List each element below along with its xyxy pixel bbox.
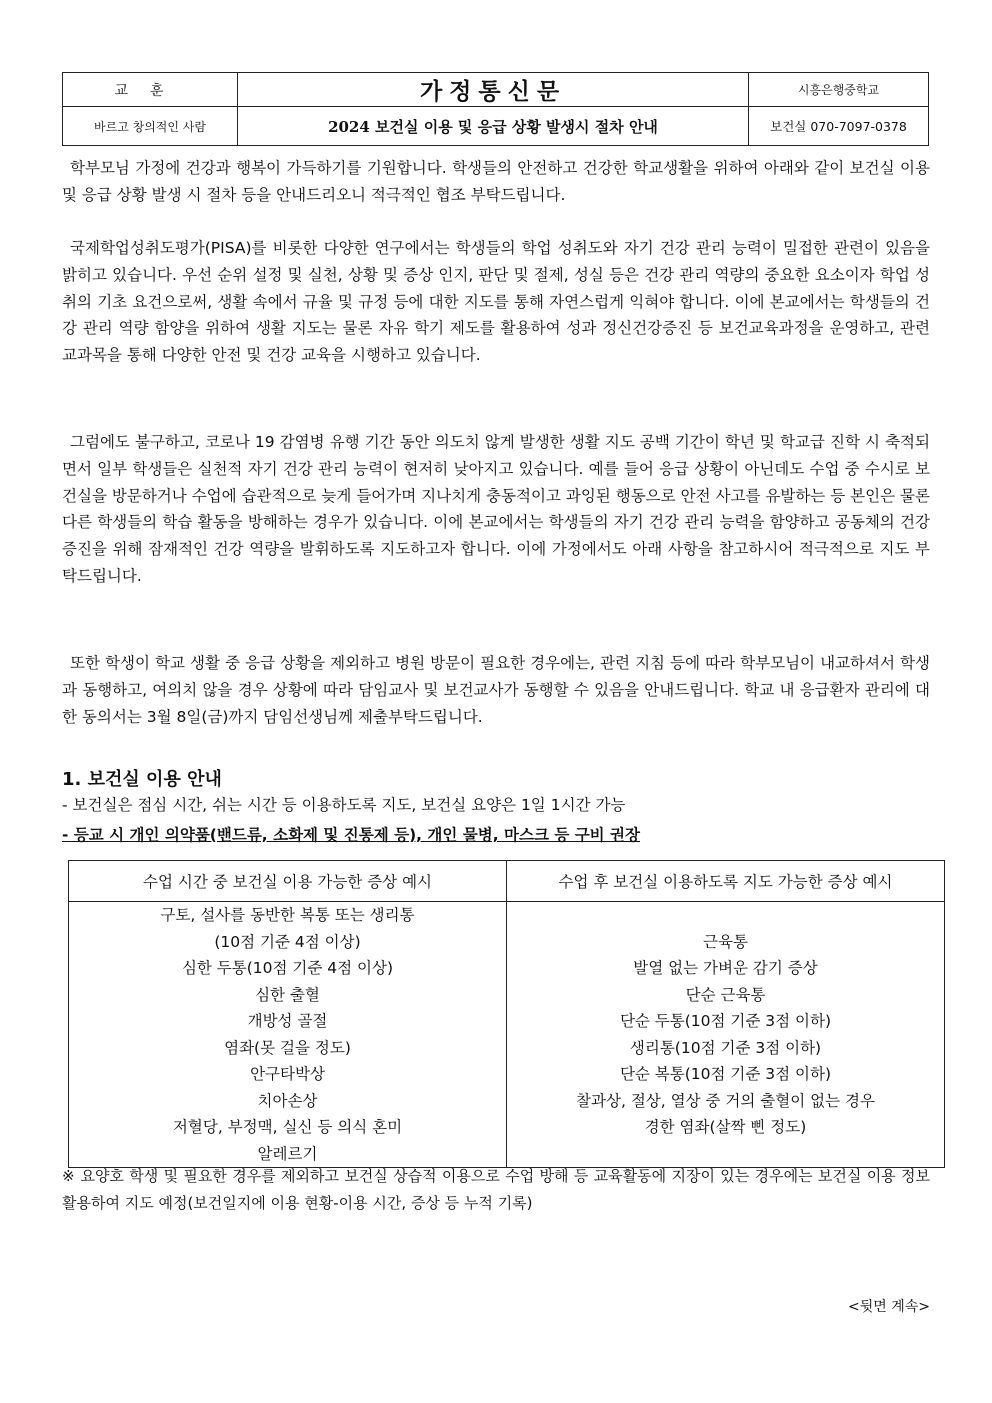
list-item: 단순 근육통 — [685, 985, 766, 1004]
list-item: 발열 없는 가벼운 감기 증상 — [633, 959, 818, 977]
covid-paragraph: 그럼에도 불구하고, 코로나 19 감염병 유행 기간 동안 의도치 않게 발생한 생활 지도 공백 기간이 학년 및 학교급 진학 시 축적되면서 일부 학생들은 실천적 자기 건강 관리 능력이 현저히 낮아지고 있습니다. 예를 들어 응급 상황이 아닌데도 수업 중 수시로 보건실을 방문하거나 수업에 습관적으로 늦게 들어가며 지나치게 충동적이고 과잉된 행동으로 안전 사고를 유발하는 등 본인은 물론 다른 학생들의 학습 활동을 방해하는 경우가 있습니다. 이에 본교에서는 학생들의 자기 건강 관리 능력을 함양하고 공동체의 건강 증진을 위해 잠재적인 건강 역량을 발휘하도록 지도하고자 합니다. 이에 가정에서도 아래 사항을 참고하시어 적극적으로 지도 부탁드립니다. — [62, 433, 930, 585]
footnote: ※ 요양호 학생 및 필요한 경우를 제외하고 보건실 상습적 이용으로 수업 방해 등 교육활동에 지장이 있는 경우에는 보건실 이용 정보 활용하여 지도 예정(보건일지에 이용 현황-이용 시간, 증상 등 누적 기록) — [62, 1167, 930, 1212]
section-title: 1. 보건실 이용 안내 — [62, 769, 222, 790]
motto-label: 교훈 — [63, 73, 238, 107]
list-item: 저혈당, 부정맥, 실신 등 의식 혼미 — [172, 1118, 403, 1136]
page-title: 가정통신문 — [238, 73, 749, 107]
contact-phone: 보건실 070-7097-0378 — [749, 107, 929, 146]
usage-bullet: - 보건실은 점심 시간, 쉬는 시간 등 이용하도록 지도, 보건실 요양은 1일 1시간 가능 — [62, 796, 626, 814]
list-item: 치아손상 — [257, 1091, 318, 1110]
list-item: 알레르기 — [257, 1144, 318, 1163]
list-item: (10점 기준 4점 이상) — [214, 932, 361, 951]
list-item: 단순 복통(10점 기준 3점 이하) — [619, 1065, 832, 1083]
list-item: 근육통 — [703, 932, 748, 951]
list-item: 심한 출혈 — [255, 985, 320, 1004]
list-item: 생리통(10점 기준 3점 이하) — [629, 1038, 822, 1057]
intro-paragraph: 학부모님 가정에 건강과 행복이 가득하기를 기원합니다. 학생들의 안전하고 건강한 학교생활을 위하여 아래와 같이 보건실 이용 및 응급 상황 발생 시 절차 등을 안내드리오니 적극적인 협조 부탁드립니다. — [62, 159, 930, 204]
pisa-paragraph: 국제학업성취도평가(PISA)를 비롯한 다양한 연구에서는 학생들의 학업 성취도와 자기 건강 관리 능력이 밀접한 관련이 있음을 밝히고 있습니다. 우선 순위 설정 및 실천, 상황 및 증상 인지, 판단 및 절제, 성실 등은 건강 관리 역량의 중요한 요소이자 학업 성취의 기초 요건으로써, 생활 속에서 규율 및 규정 등에 대한 지도를 통해 자연스럽게 익혀야 합니다. 이에 본교에서는 학생들의 건강 관리 역량 함양을 위하여 생활 지도는 물론 자유 학기 제도를 활용하여 성과 정신건강증진 등 보건교육과정을 운영하고, 관련 교과목을 통해 다양한 안전 및 건강 교육을 시행하고 있습니다. — [62, 239, 931, 365]
symptom-table — [68, 860, 945, 1168]
header-table — [62, 72, 929, 146]
list-item: 안구타박상 — [250, 1065, 325, 1083]
list-item: 염좌(못 걸을 정도) — [224, 1038, 351, 1057]
supplies-bullet: - 등교 시 개인 의약품(밴드류, 소화제 및 진통제 등), 개인 물병, 마스크 등 구비 권장 — [62, 826, 640, 844]
after-class-symptoms — [507, 902, 945, 1168]
during-class-symptoms — [69, 902, 507, 1168]
table-header-after-class: 수업 후 보건실 이용하도록 지도 가능한 증상 예시 — [507, 861, 945, 902]
list-item: 단순 두통(10점 기준 3점 이하) — [619, 1012, 832, 1030]
table-header-during-class: 수업 시간 중 보건실 이용 가능한 증상 예시 — [69, 861, 507, 902]
hospital-paragraph: 또한 학생이 학교 생활 중 응급 상황을 제외하고 병원 방문이 필요한 경우에는, 관련 지침 등에 따라 학부모님이 내교하셔서 학생과 동행하고, 여의치 않을 경우 상황에 따라 담임교사 및 보건교사가 동행할 수 있음을 안내드립니다. 학교 내 응급환자 관리에 대한 동의서는 3월 8일(금)까지 담임선생님께 제출부탁드립니다. — [62, 654, 930, 726]
continued-note: <뒷면 계속> — [847, 1299, 930, 1315]
list-item: 구토, 설사를 동반한 복통 또는 생리통 — [160, 906, 415, 924]
list-item: 심한 두통(10점 기준 4점 이상) — [181, 959, 394, 977]
list-item: 개방성 골절 — [247, 1012, 328, 1030]
list-item: 찰과상, 절상, 열상 중 거의 출혈이 없는 경우 — [576, 1091, 875, 1110]
school-name: 시흥은행중학교 — [749, 73, 929, 107]
school-motto: 바르고 창의적인 사람 — [63, 107, 238, 146]
list-item: 경한 염좌(살짝 삔 정도) — [644, 1118, 807, 1136]
notice-subject: 2024 보건실 이용 및 응급 상황 발생시 절차 안내 — [238, 107, 749, 146]
